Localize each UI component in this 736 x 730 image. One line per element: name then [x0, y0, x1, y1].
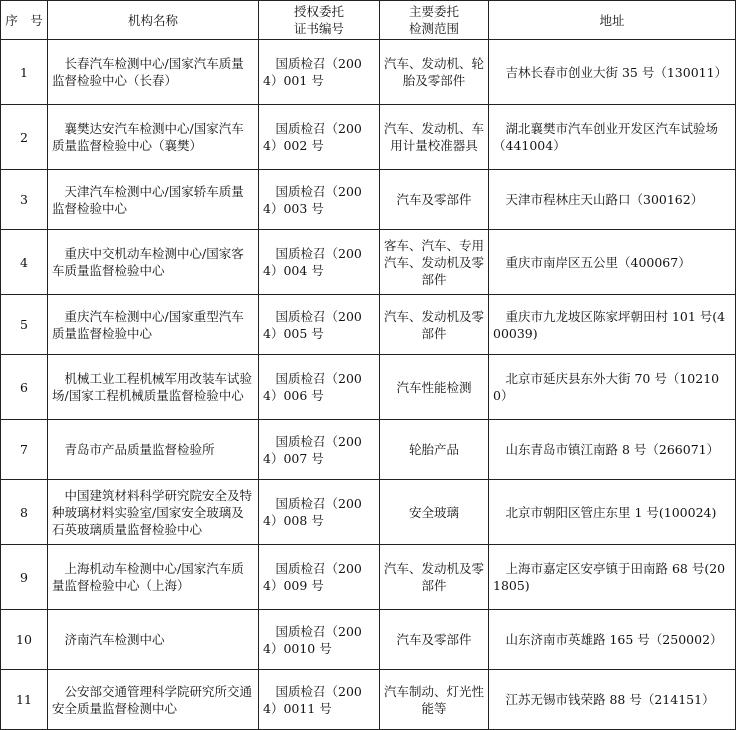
- cell-name: 济南汽车检测中心: [48, 610, 259, 670]
- table-row: [1, 105, 736, 170]
- cell-scope: 客车、汽车、专用汽车、发动机及零部件: [380, 230, 489, 295]
- cell-scope: 汽车及零部件: [380, 170, 489, 230]
- cell-cert: 国质检召（2004）002 号: [259, 105, 380, 170]
- table-row: [1, 670, 736, 730]
- cell-address: 山东济南市英雄路 165 号（250002）: [489, 610, 736, 670]
- header-scope: [380, 1, 489, 40]
- cell-name: 中国建筑材料科学研究院安全及特种玻璃材料实验室/国家安全玻璃及石英玻璃质量监督检验中心: [48, 480, 259, 545]
- table-row: [1, 295, 736, 355]
- header-cert-line1: 授权委托: [293, 4, 344, 19]
- cell-cert: 国质检召（2004）0010 号: [259, 610, 380, 670]
- table-row: [1, 480, 736, 545]
- cell-cert: 国质检召（2004）003 号: [259, 170, 380, 230]
- cell-cert: 国质检召（2004）005 号: [259, 295, 380, 355]
- cell-scope: 汽车、发动机、车用计量校准器具: [380, 105, 489, 170]
- cell-cert: 国质检召（2004）0011 号: [259, 670, 380, 730]
- cell-address: 吉林长春市创业大街 35 号（130011）: [489, 40, 736, 105]
- cell-scope: 汽车制动、灯光性能等: [380, 670, 489, 730]
- cell-name: 重庆中交机动车检测中心/国家客车质量监督检验中心: [48, 230, 259, 295]
- cell-name: 重庆汽车检测中心/国家重型汽车质量监督检验中心: [48, 295, 259, 355]
- cell-cert: 国质检召（2004）008 号: [259, 480, 380, 545]
- cell-name: 机械工业工程机械军用改装车试验场/国家工程机械质量监督检验中心: [48, 355, 259, 420]
- cell-scope: 汽车、发动机、轮胎及零部件: [380, 40, 489, 105]
- header-address: 地址: [489, 1, 736, 40]
- cell-index: 10: [1, 610, 48, 670]
- cell-index: 11: [1, 670, 48, 730]
- cell-cert: 国质检召（2004）006 号: [259, 355, 380, 420]
- cell-index: 7: [1, 420, 48, 480]
- header-name: 机构名称: [48, 1, 259, 40]
- table-row: [1, 230, 736, 295]
- cell-scope: 汽车、发动机及零部件: [380, 545, 489, 610]
- cell-address: 江苏无锡市钱荣路 88 号（214151）: [489, 670, 736, 730]
- cell-name: 天津汽车检测中心/国家轿车质量监督检验中心: [48, 170, 259, 230]
- header-cert-line2: 证书编号: [293, 21, 344, 36]
- cell-address: 上海市嘉定区安亭镇于田南路 68 号(201805): [489, 545, 736, 610]
- cell-name: 青岛市产品质量监督检验所: [48, 420, 259, 480]
- cell-scope: 汽车性能检测: [380, 355, 489, 420]
- cell-name: 公安部交通管理科学院研究所交通安全质量监督检测中心: [48, 670, 259, 730]
- cell-index: 2: [1, 105, 48, 170]
- cell-cert: 国质检召（2004）001 号: [259, 40, 380, 105]
- cell-address: 山东青岛市镇江南路 8 号（266071）: [489, 420, 736, 480]
- cell-address: 重庆市九龙坡区陈家坪朝田村 101 号(400039): [489, 295, 736, 355]
- table-header-row: [1, 1, 736, 40]
- table-row: [1, 545, 736, 610]
- header-index: 序 号: [1, 1, 48, 40]
- cell-cert: 国质检召（2004）007 号: [259, 420, 380, 480]
- cell-index: 6: [1, 355, 48, 420]
- cell-index: 1: [1, 40, 48, 105]
- cell-address: 北京市朝阳区管庄东里 1 号(100024): [489, 480, 736, 545]
- header-scope-line1: 主要委托: [408, 4, 459, 19]
- cell-name: 长春汽车检测中心/国家汽车质量监督检验中心（长春）: [48, 40, 259, 105]
- cell-scope: 汽车及零部件: [380, 610, 489, 670]
- cell-address: 重庆市南岸区五公里（400067）: [489, 230, 736, 295]
- cell-scope: 汽车、发动机及零部件: [380, 295, 489, 355]
- cell-cert: 国质检召（2004）004 号: [259, 230, 380, 295]
- cell-index: 8: [1, 480, 48, 545]
- cell-index: 3: [1, 170, 48, 230]
- cell-index: 9: [1, 545, 48, 610]
- cell-index: 5: [1, 295, 48, 355]
- cell-name: 襄樊达安汽车检测中心/国家汽车质量监督检验中心（襄樊）: [48, 105, 259, 170]
- table-row: [1, 355, 736, 420]
- cell-address: 天津市程林庄天山路口（300162）: [489, 170, 736, 230]
- cell-scope: 轮胎产品: [380, 420, 489, 480]
- header-cert: [259, 1, 380, 40]
- cell-address: 北京市延庆县东外大街 70 号（102100）: [489, 355, 736, 420]
- cell-cert: 国质检召（2004）009 号: [259, 545, 380, 610]
- table-row: [1, 420, 736, 480]
- cell-address: 湖北襄樊市汽车创业开发区汽车试验场（441004）: [489, 105, 736, 170]
- table-row: [1, 40, 736, 105]
- cell-index: 4: [1, 230, 48, 295]
- table-row: [1, 170, 736, 230]
- table-row: [1, 610, 736, 670]
- cell-name: 上海机动车检测中心/国家汽车质量监督检验中心（上海）: [48, 545, 259, 610]
- cell-scope: 安全玻璃: [380, 480, 489, 545]
- header-scope-line2: 检测范围: [408, 21, 459, 36]
